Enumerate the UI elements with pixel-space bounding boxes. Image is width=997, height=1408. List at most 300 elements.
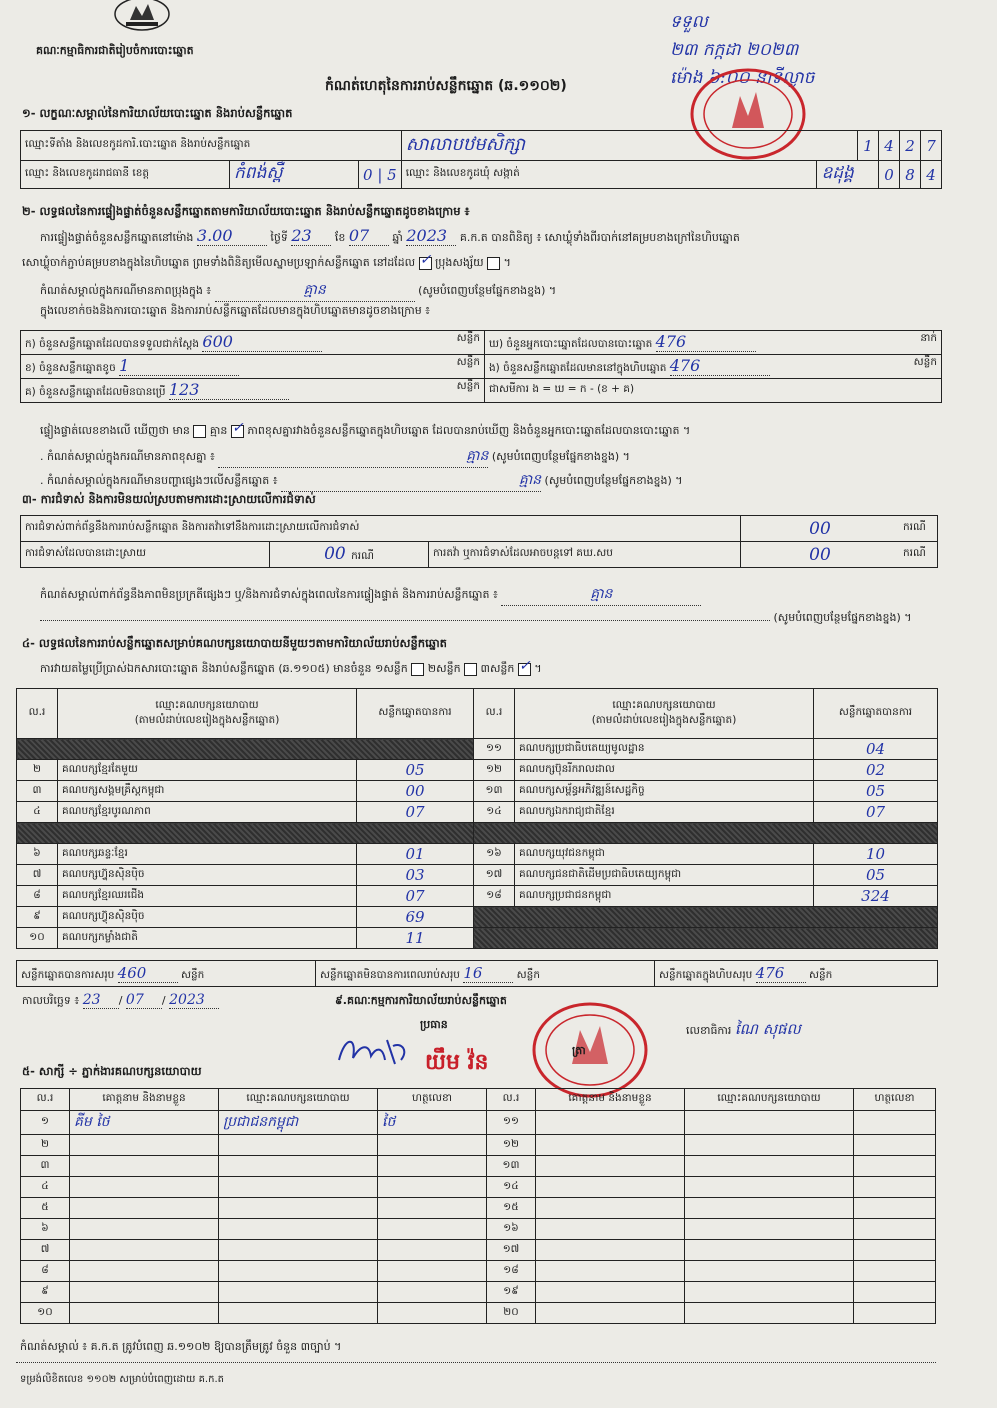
party-votes: 69	[357, 907, 474, 928]
commune-code-digit: 0	[879, 161, 900, 189]
witness-no: ១៤	[487, 1177, 536, 1198]
witness-party[interactable]	[219, 1240, 378, 1261]
org-name: គណៈកម្មាធិការជាតិរៀបចំការបោះឆ្នោត	[36, 44, 194, 57]
verification-line-3	[40, 280, 556, 302]
location-code-digit: 2	[900, 131, 921, 161]
total-valid-label: សន្លឹកឆ្នោតបានការសរុប	[21, 968, 115, 981]
witness-sign[interactable]	[854, 1282, 936, 1303]
witness-party[interactable]	[685, 1177, 854, 1198]
chair-signature	[335, 1030, 415, 1070]
note2-value: គ្មាន	[281, 470, 541, 492]
total-valid-value: 460	[118, 964, 178, 983]
table-row	[21, 1156, 936, 1177]
witness-party[interactable]	[685, 1219, 854, 1240]
objection-r2-unit: ករណី	[351, 550, 374, 562]
witness-party[interactable]	[219, 1177, 378, 1198]
province-code-digit: 5	[387, 165, 397, 184]
form-title: កំណត់ហេតុនៃការរាប់សន្លឹកឆ្នោត (ឆ.១១០២)	[325, 78, 567, 94]
row-e-label: ង) ចំនួនសន្លឹកឆ្នោតដែលមាននៅក្នុងហិបឆ្នោត	[489, 362, 667, 374]
witness-name[interactable]	[70, 1261, 219, 1282]
witness-party[interactable]	[219, 1219, 378, 1240]
party-no: ១៨	[474, 886, 515, 907]
w-col-no: ល.រ	[487, 1089, 536, 1111]
received-label: ទទួល	[670, 12, 708, 32]
party-no: ១១	[474, 739, 515, 760]
witness-sign[interactable]: ថៃ	[378, 1111, 487, 1135]
witness-party[interactable]	[219, 1261, 378, 1282]
party-votes: 11	[357, 928, 474, 949]
table-row	[21, 1219, 936, 1240]
witness-no: ១០	[21, 1303, 70, 1324]
witness-name[interactable]	[70, 1177, 219, 1198]
note1-value: គ្មាន	[218, 446, 488, 468]
witness-party[interactable]	[219, 1135, 378, 1156]
witness-no: ១១	[487, 1111, 536, 1135]
party-no: ១០	[17, 928, 58, 949]
table-row	[17, 907, 938, 928]
row-b	[21, 355, 485, 379]
footer-bottom: ទម្រង់លិខិតលេខ ១១០២ សម្រាប់បំពេញដោយ គ.ក.ត	[20, 1374, 224, 1385]
party-votes: 05	[814, 781, 938, 802]
commune-code-digit: 4	[921, 161, 942, 189]
table-row	[21, 1198, 936, 1219]
witness-sign[interactable]	[854, 1198, 936, 1219]
party-no: ៤	[17, 802, 58, 823]
w-col-party: ឈ្មោះគណបក្សនយោបាយ	[685, 1089, 854, 1111]
intro-text: ការវាយតម្លៃប្រើប្រាស់ឯកសារបោះឆ្នោត និងរាប់សន្លឹកឆ្នោត (ឆ.១១០៥) មានចំនួន ១សន្លឹក	[40, 662, 408, 675]
table-row	[21, 1240, 936, 1261]
witness-no: ១២	[487, 1135, 536, 1156]
row-e-unit: សន្លឹក	[913, 356, 937, 368]
location-code-digit: 4	[879, 131, 900, 161]
date-month: 07	[126, 992, 162, 1009]
witness-name[interactable]	[536, 1156, 685, 1177]
three-sheet-checkbox[interactable]: ✓	[518, 657, 531, 674]
witness-name[interactable]	[70, 1135, 219, 1156]
total-invalid-unit: សន្លឹក	[516, 968, 540, 981]
one-sheet-checkbox[interactable]	[411, 663, 424, 676]
total-invalid-label: សន្លឹកឆ្នោតមិនបានការពេលរាប់សរុប	[320, 968, 460, 981]
witness-name[interactable]	[70, 1303, 219, 1324]
row-e-value: 476	[670, 356, 770, 376]
witness-no: ១៨	[487, 1261, 536, 1282]
table-row	[21, 1282, 936, 1303]
witness-sign[interactable]	[854, 1219, 936, 1240]
two-sheet-checkbox[interactable]	[464, 663, 477, 676]
witness-no: ១៥	[487, 1198, 536, 1219]
section4-title: ៤- លទ្ធផលនៃការរាប់សន្លឹកឆ្នោតសម្រាប់គណបក្សនយោបាយនីមួយៗតាមការិយាល័យរាប់សន្លឹកឆ្នោត	[22, 636, 447, 650]
verification-line-1	[40, 226, 940, 247]
witness-name[interactable]	[536, 1111, 685, 1135]
row-d-value: 476	[656, 332, 756, 352]
line1-month: 07	[349, 226, 389, 246]
objection-note-line	[40, 584, 701, 606]
chair-label: ប្រធាន	[420, 1018, 448, 1031]
table-row	[21, 1135, 936, 1156]
line1-c: ខែ	[334, 231, 346, 244]
party-name: គណបក្សខ្មែរបូរណភាព	[58, 802, 357, 823]
party-name: គណបក្សហ្វ៊ុនស៊ិនប៉ិច	[58, 865, 357, 886]
objection-note-value: គ្មាន	[501, 584, 701, 606]
secretary-label: លេខាធិការ	[686, 1024, 732, 1037]
party-name: គណបក្សប៊ុនរីករាលដាល	[515, 760, 814, 781]
unchanged-checkbox[interactable]: ✓	[419, 251, 432, 268]
party-no: ៣	[17, 781, 58, 802]
location-code-digit: 7	[921, 131, 942, 161]
witness-sign[interactable]	[378, 1261, 487, 1282]
line3-a: កំណត់សម្គាល់ក្នុងករណីមានភាពប្រុងក្នុង ៖	[40, 284, 212, 297]
table-row	[21, 1111, 936, 1135]
note2-b: (សូមបំពេញបន្ថែមផ្នែកខាងខ្នង) ។	[544, 474, 683, 487]
line1-time: 3.00	[197, 226, 267, 246]
total-box-value: 476	[756, 964, 806, 983]
witness-party[interactable]	[685, 1135, 854, 1156]
line1-e: គ.ក.ត បានពិនិត្យ ៖ សោឃ្លុំទាំងពីរបាក់នៅគម្របខាងក្រៅនៃហិបឆ្នោត	[459, 231, 740, 244]
date-label: កាលបរិច្ឆេទ ៖	[22, 994, 80, 1007]
witness-sign[interactable]	[378, 1135, 487, 1156]
witness-party[interactable]	[685, 1111, 854, 1135]
table-row	[17, 823, 938, 844]
witness-sign[interactable]	[854, 1156, 936, 1177]
witness-no: ១	[21, 1111, 70, 1135]
line2-opt2: ប្រុងសង្ស័យ	[435, 256, 484, 269]
row-e	[485, 355, 942, 379]
objection-note-dots	[40, 610, 770, 621]
line1-a: ការផ្ទៀងផ្ទាត់ចំនួនសន្លឹកឆ្នោតនៅម៉ោង	[40, 231, 194, 244]
location-value: សាលាបឋមសិក្សា	[401, 131, 857, 161]
total-valid	[17, 961, 316, 987]
objection-r2-value-text: 00	[324, 544, 346, 564]
section2-title: ២- លទ្ធផលនៃការផ្ទៀងផ្ទាត់ចំនួនសន្លឹកឆ្នោតតាមការិយាល័យបោះឆ្នោត និងរាប់សន្លឹកឆ្នោតដូចខាងក្រោម ៖	[22, 204, 470, 218]
witness-no: ២	[21, 1135, 70, 1156]
party-name: គណបក្សឯករាជ្យជាតិខ្មែរ	[515, 802, 814, 823]
witness-name[interactable]	[70, 1198, 219, 1219]
objection-r2-value	[270, 542, 429, 568]
witness-name[interactable]	[70, 1219, 219, 1240]
line1-b: ថ្ងៃទី	[270, 231, 288, 244]
secretary-name: ណៃ សុផល	[734, 1020, 801, 1038]
witness-table	[20, 1088, 936, 1324]
shaded-row	[474, 928, 938, 949]
party-votes: 00	[357, 781, 474, 802]
party-name: គណបក្សជនជាតិដើមប្រជាធិបតេយ្យកម្ពុជា	[515, 865, 814, 886]
verification-line-2: សោឃ្លុំចាក់ភ្ជាប់គម្របខាងក្នុងនៃហិបឆ្នោត ព្រមទាំងពិនិត្យមើលស្នាមប្រឡាក់សន្លឹកឆ្នោត នៅដដែល ✓ ប្រុងសង្ស័យ ។	[22, 251, 511, 269]
line1-d: ឆ្នាំ	[392, 231, 403, 244]
commune-value: ឧដុង្គ	[817, 161, 879, 189]
commune-label: ឈ្មោះ និងលេខកូដឃុំ សង្កាត់	[401, 161, 817, 189]
party-name: គណបក្សសម្ព័ន្ធអភិវឌ្ឍន៍សេដ្ឋកិច្ច	[515, 781, 814, 802]
party-no: ៩	[17, 907, 58, 928]
total-invalid-value: 16	[463, 964, 513, 983]
objection-r1-label: ការជំទាស់ពាក់ព័ន្ធនឹងការរាប់សន្លឹកឆ្នោត និងការតវ៉ាទៅនឹងការដោះស្រាយលើការជំទាស់	[21, 516, 741, 542]
received-time: ម៉ោង ៦:០០ នាទីល្ងាច	[670, 68, 815, 88]
table-row	[17, 886, 938, 907]
witness-party[interactable]	[685, 1261, 854, 1282]
party-no: ១២	[474, 760, 515, 781]
w-col-sign: ហត្ថលេខា	[378, 1089, 487, 1111]
party-name: គណបក្សឆន្ទៈខ្មែរ	[58, 844, 357, 865]
received-date: ២៣ កក្កដា ២០២៣	[670, 40, 799, 60]
witness-sign[interactable]	[854, 1135, 936, 1156]
row-d-unit: នាក់	[920, 332, 937, 344]
party-name: គណបក្សយុវជនកម្ពុជា	[515, 844, 814, 865]
witness-party[interactable]	[685, 1303, 854, 1324]
no-diff-checkbox[interactable]: ✓	[231, 419, 244, 436]
province-code: 0 | 5	[359, 161, 402, 189]
shaded-row	[17, 823, 474, 844]
witness-party[interactable]	[219, 1156, 378, 1177]
party-no: ១៧	[474, 865, 515, 886]
seal-label: ត្រា	[572, 1044, 586, 1057]
objection-table	[20, 515, 938, 568]
witness-name[interactable]	[536, 1177, 685, 1198]
party-name: គណបក្សសង្គមគ្រឹស្តកម្ពុជា	[58, 781, 357, 802]
shaded-row	[474, 907, 938, 928]
witness-sign[interactable]	[854, 1111, 936, 1135]
witness-name[interactable]	[536, 1198, 685, 1219]
party-votes: 01	[357, 844, 474, 865]
section3-title: ៣- ការជំទាស់ និងការមិនយល់ស្របតាមការដោះស្រាយលើការជំទាស់	[22, 492, 316, 506]
witness-sign[interactable]	[854, 1261, 936, 1282]
objection-r2-label2: ការតវ៉ា ឬការជំទាស់ដែលអាចបន្តទៅ គឃ.សប	[429, 542, 741, 568]
w-col-name: គោត្តនាម និងនាមខ្លួន	[536, 1089, 685, 1111]
party-name: គណបក្សកម្លាំងជាតិ	[58, 928, 357, 949]
party-votes: 07	[357, 886, 474, 907]
witness-name[interactable]	[70, 1282, 219, 1303]
witness-name[interactable]	[70, 1156, 219, 1177]
row-c-value: 123	[169, 380, 289, 400]
col-votes: សន្លឹកឆ្នោតបានការ	[357, 689, 474, 739]
row-a-value: 600	[202, 332, 322, 352]
row-b-unit: សន្លឹក	[456, 356, 480, 368]
table-row	[21, 1303, 936, 1324]
witness-no: ២០	[487, 1303, 536, 1324]
has-diff-checkbox[interactable]	[193, 425, 206, 438]
secretary-line	[686, 1020, 801, 1042]
witness-party[interactable]: ប្រជាជនកម្ពុជា	[219, 1111, 378, 1135]
objection-r2-unit2: ករណី	[899, 542, 938, 568]
table-row	[17, 928, 938, 949]
witness-no: ៩	[21, 1282, 70, 1303]
row-d	[485, 331, 942, 355]
witness-sign[interactable]	[378, 1156, 487, 1177]
witness-name[interactable]	[70, 1240, 219, 1261]
party-name: គណបក្សប្រជាធិបតេយ្យមូលដ្ឋាន	[515, 739, 814, 760]
witness-sign[interactable]	[378, 1219, 487, 1240]
witness-sign[interactable]	[854, 1240, 936, 1261]
witness-name[interactable]	[536, 1135, 685, 1156]
province-label: ឈ្មោះ និងលេខកូដរាជធានី ខេត្ត	[21, 161, 230, 189]
committee-seal-icon	[530, 1000, 650, 1100]
row-a-unit: សន្លឹក	[456, 332, 480, 344]
objection-note-a: កំណត់សម្គាល់ពាក់ព័ន្ធនឹងភាពមិនប្រក្រតីផ្សេងៗ ឬ/និងការជំទាស់ក្នុងពេលនៃការផ្ទៀងផ្ទាត់ និងការរាប់សន្លឹកឆ្នោត ៖	[40, 588, 498, 601]
total-box-unit: សន្លឹក	[809, 968, 833, 981]
chair-name: យឹម វ៉ន	[425, 1049, 489, 1075]
witness-party[interactable]	[685, 1156, 854, 1177]
footer-rule	[16, 1362, 936, 1363]
emblem-icon	[112, 0, 172, 34]
table-row	[21, 1261, 936, 1282]
witness-no: ១៧	[487, 1240, 536, 1261]
table-row	[17, 802, 938, 823]
witness-no: ១៩	[487, 1282, 536, 1303]
row-b-value: 1	[119, 356, 239, 376]
row-c-label: គ) ចំនួនសន្លឹកឆ្នោតដែលមិនបានប្រើ	[25, 386, 166, 398]
section5-title: ៥- សាក្សី ÷ ភ្នាក់ងារគណបក្សនយោបាយ	[22, 1064, 202, 1078]
verification-line-4: ក្នុងលេខាក់ចងនិងការបោះឆ្នោត និងការរាប់សន្លឹកឆ្នោតដែលមានក្នុងហិបឆ្នោតមានដូចខាងក្រោម ៖	[40, 304, 431, 317]
row-c-unit: សន្លឹក	[456, 380, 480, 392]
party-votes: 05	[357, 760, 474, 781]
objection-r1-value: 00	[741, 516, 900, 542]
witness-party[interactable]	[219, 1282, 378, 1303]
note1-line	[40, 446, 630, 468]
party-no: ៧	[17, 865, 58, 886]
col-party-title: ឈ្មោះគណបក្សនយោបាយ	[612, 698, 716, 711]
party-results-table	[16, 688, 938, 949]
party-no: ១៦	[474, 844, 515, 865]
col-no: ល.រ	[17, 689, 58, 739]
party-votes: 324	[814, 886, 938, 907]
witness-sign[interactable]	[378, 1177, 487, 1198]
row-d-label: ឃ) ចំនួនអ្នកបោះឆ្នោតដែលបានបោះឆ្នោត	[489, 338, 653, 350]
objection-r2-label: ការជំទាស់ដែលបានដោះស្រាយ	[21, 542, 270, 568]
location-table	[20, 130, 942, 189]
party-no: ២	[17, 760, 58, 781]
commune-code-digit: 8	[900, 161, 921, 189]
party-name: គណបក្សខ្មែរតែមួយ	[58, 760, 357, 781]
compare-b: គ្មាន	[209, 424, 228, 437]
row-a	[21, 331, 485, 355]
witness-sign[interactable]	[378, 1198, 487, 1219]
party-votes: 05	[814, 865, 938, 886]
party-name: គណបក្សខ្មែរឈរជើង	[58, 886, 357, 907]
line1-day: 23	[291, 226, 331, 246]
party-votes: 04	[814, 739, 938, 760]
w-col-no: ល.រ	[21, 1089, 70, 1111]
witness-sign[interactable]	[378, 1240, 487, 1261]
shaded-row	[17, 739, 474, 760]
col-party	[515, 689, 814, 739]
witness-party[interactable]	[219, 1198, 378, 1219]
party-no: ៦	[17, 844, 58, 865]
col-party-sub: (តាមលំដាប់លេខរៀងក្នុងសន្លឹកឆ្នោត)	[134, 713, 280, 726]
witness-no: ៣	[21, 1156, 70, 1177]
suspicious-checkbox[interactable]	[487, 257, 500, 270]
location-code-digit: 1	[858, 131, 879, 161]
opt2: ២សន្លឹក	[427, 662, 461, 675]
party-name: គណបក្សហ៊្វុនស៊ិនប៉ិច	[58, 907, 357, 928]
total-box-label: សន្លឹកឆ្នោតក្នុងហិបសរុប	[659, 968, 753, 981]
table-row	[17, 844, 938, 865]
line3-b: (សូមបំពេញបន្ថែមផ្នែកខាងខ្នង) ។	[418, 284, 557, 297]
witness-name[interactable]	[536, 1219, 685, 1240]
col-no: ល.រ	[474, 689, 515, 739]
row-f: ជាសមីការ ង = ឃ = ក - (ខ + គ)	[485, 379, 942, 403]
note1-a: . កំណត់សម្គាល់ក្នុងករណីមានភាពខុសគ្នា ៖	[40, 450, 215, 463]
note2-a: . កំណត់សម្គាល់ក្នុងករណីមានបញ្ហាផ្សេងៗលើសន្លឹកឆ្នោត ៖	[40, 474, 278, 487]
w-col-sign: ហត្ថលេខា	[854, 1089, 936, 1111]
note1-b: (សូមបំពេញបន្ថែមផ្នែកខាងខ្នង) ។	[491, 450, 630, 463]
witness-no: ១៦	[487, 1219, 536, 1240]
witness-no: ១៣	[487, 1156, 536, 1177]
party-votes: 02	[814, 760, 938, 781]
table-row	[17, 781, 938, 802]
compare-c: ភាពខុសគ្នារវាងចំនួនសន្លឹកឆ្នោតក្នុងហិបឆ្នោត ដែលបានរាប់ឃើញ និងចំនួនអ្នកបោះឆ្នោតដែលបានបោះឆ្នោត ។	[247, 424, 691, 437]
witness-name[interactable]	[536, 1303, 685, 1324]
witness-name[interactable]	[536, 1261, 685, 1282]
party-votes: 03	[357, 865, 474, 886]
witness-sign[interactable]	[854, 1303, 936, 1324]
location-label: ឈ្មោះទីតាំង និងលេខកូដការិ.បោះឆ្នោត និងរាប់សន្លឹកឆ្នោត	[21, 131, 402, 161]
total-box	[655, 961, 938, 987]
note2-line	[40, 470, 683, 492]
witness-no: ៧	[21, 1240, 70, 1261]
table-row	[17, 865, 938, 886]
witness-sign[interactable]	[378, 1303, 487, 1324]
party-votes: 07	[357, 802, 474, 823]
line2-text: សោឃ្លុំចាក់ភ្ជាប់គម្របខាងក្នុងនៃហិបឆ្នោត ព្រមទាំងពិនិត្យមើលស្នាមប្រឡាក់សន្លឹកឆ្នោត នៅដដែល	[22, 256, 416, 269]
w-col-name: គោត្តនាម និងនាមខ្លួន	[70, 1089, 219, 1111]
row-c	[21, 379, 485, 403]
row-a-label: ក) ចំនួនសន្លឹកឆ្នោតដែលបានទទួលជាក់ស្តែង	[25, 338, 200, 350]
col-votes: សន្លឹកឆ្នោតបានការ	[814, 689, 938, 739]
witness-no: ៨	[21, 1261, 70, 1282]
witness-no: ៤	[21, 1177, 70, 1198]
compare-a: ផ្ទៀងផ្ទាត់លេខខាងលើ ឃើញថា មាន	[40, 424, 190, 437]
w-col-party: ឈ្មោះគណបក្សនយោបាយ	[219, 1089, 378, 1111]
date-year: 2023	[169, 992, 219, 1009]
line3-value: គ្មាន	[215, 280, 415, 302]
compare-line	[40, 419, 691, 440]
party-no: ៨	[17, 886, 58, 907]
witness-party[interactable]	[685, 1198, 854, 1219]
witness-sign[interactable]	[378, 1282, 487, 1303]
committee-label: ៩.គណៈកម្មការការិយាល័យរាប់សន្លឹកឆ្នោត	[335, 994, 507, 1007]
total-valid-unit: សន្លឹក	[181, 968, 205, 981]
witness-sign[interactable]	[854, 1177, 936, 1198]
witness-no: ៦	[21, 1219, 70, 1240]
party-name: គណបក្សប្រជាជនកម្ពុជា	[515, 886, 814, 907]
objection-r1-unit: ករណី	[899, 516, 938, 542]
province-code-digit: 0	[363, 165, 373, 184]
party-no: ១៤	[474, 802, 515, 823]
table-row	[17, 739, 938, 760]
objection-note-line2	[40, 610, 940, 627]
col-party-sub: (តាមលំដាប់លេខរៀងក្នុងសន្លឹកឆ្នោត)	[591, 713, 737, 726]
party-no: ១៣	[474, 781, 515, 802]
province-value: កំពង់ស្ពឺ	[230, 161, 359, 189]
objection-r2-value2: 00	[741, 542, 900, 568]
witness-name[interactable]	[536, 1282, 685, 1303]
witness-party[interactable]	[219, 1303, 378, 1324]
line1-year: 2023	[406, 226, 456, 246]
party-votes: 10	[814, 844, 938, 865]
objection-note-b: (សូមបំពេញបន្ថែមផ្នែកខាងខ្នង) ។	[773, 611, 912, 624]
witness-party[interactable]	[685, 1282, 854, 1303]
witness-name[interactable]	[536, 1240, 685, 1261]
totals-table	[16, 960, 938, 987]
witness-name[interactable]: គីម ថៃ	[70, 1111, 219, 1135]
section1-title: ១- លក្ខណៈសម្គាល់នៃការិយាល័យបោះឆ្នោត និងរាប់សន្លឹកឆ្នោត	[22, 106, 293, 120]
party-votes: 07	[814, 802, 938, 823]
footer-note: កំណត់សម្គាល់ ៖ គ.ក.ត ត្រូវបំពេញ ឆ.១១០២ ឱ្យបានត្រឹមត្រូវ ចំនួន ៣ច្បាប់ ។	[20, 1340, 342, 1353]
opt3: ៣សន្លឹក	[480, 662, 515, 675]
witness-party[interactable]	[685, 1240, 854, 1261]
total-invalid	[316, 961, 655, 987]
row-b-label: ខ) ចំនួនសន្លឹកឆ្នោតខូច	[25, 362, 116, 374]
section4-intro: ការវាយតម្លៃប្រើប្រាស់ឯកសារបោះឆ្នោត និងរាប់សន្លឹកឆ្នោត (ឆ.១១០៥) មានចំនួន ១សន្លឹក ២សន្លឹក ៣សន្លឹក ✓ ។	[40, 657, 542, 675]
col-party	[58, 689, 357, 739]
